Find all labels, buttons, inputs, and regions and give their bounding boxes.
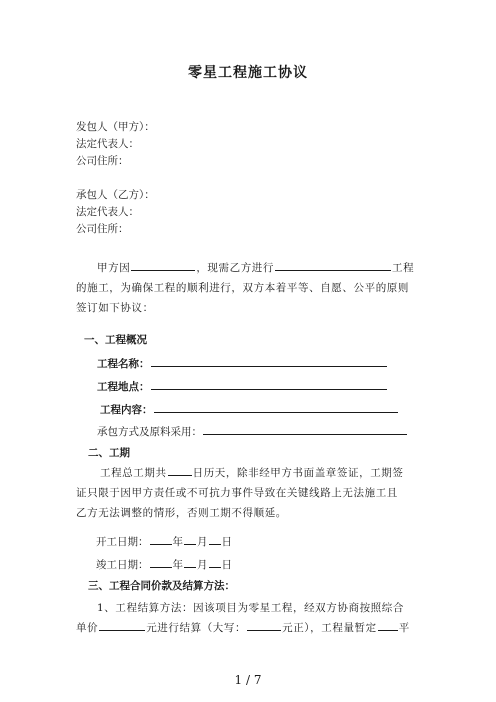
amount-in-words-blank xyxy=(247,619,281,631)
unit-price-blank xyxy=(99,619,145,631)
settlement-text-2d: 平 xyxy=(398,622,410,634)
page-number: 1 / 7 xyxy=(234,673,262,687)
end-year-unit: 年 xyxy=(172,559,183,571)
start-year-blank xyxy=(150,533,172,545)
contract-method-blank xyxy=(203,423,407,435)
preamble-text-1: 甲方因 xyxy=(97,262,131,274)
project-name-blank xyxy=(151,355,387,367)
quantity-blank xyxy=(378,619,398,631)
party-b-rep: 法定代表人： xyxy=(76,206,139,218)
start-date-label: 开工日期： xyxy=(96,536,149,548)
contract-method-row xyxy=(97,423,408,439)
preamble-text-4: 的施工，为确保工程的顺利进行，双方本着平等、自愿、公平的原则 xyxy=(76,282,409,294)
preamble-text-2: ，现需乙方进行 xyxy=(196,262,275,274)
project-location-blank xyxy=(151,378,387,390)
start-date-row xyxy=(96,533,232,549)
start-day-unit: 日 xyxy=(221,536,232,548)
settlement-paragraph xyxy=(76,598,421,638)
duration-paragraph xyxy=(76,463,421,523)
project-blank xyxy=(275,259,391,271)
document-title: 零星工程施工协议 xyxy=(188,65,308,81)
preamble-paragraph xyxy=(76,258,421,318)
end-date-label: 竣工日期： xyxy=(96,559,149,571)
project-name-label: 工程名称： xyxy=(97,358,150,370)
party-a-address: 公司住所： xyxy=(76,155,129,167)
project-content-row xyxy=(100,401,399,417)
duration-text-3: 证只限于因甲方责任或不可抗力事件导致在关键线路上无法施工且 xyxy=(76,487,398,499)
start-year-unit: 年 xyxy=(172,536,183,548)
section-3-heading: 三、工程合同价款及结算方法： xyxy=(88,580,235,592)
start-day-blank xyxy=(209,533,221,545)
start-month-blank xyxy=(184,533,196,545)
settlement-text-2b: 元进行结算（大写： xyxy=(146,622,247,634)
project-content-label: 工程内容： xyxy=(100,404,153,416)
settlement-text-1: 1、工程结算方法：因该项目为零星工程，经双方协商按照综合 xyxy=(97,602,404,614)
total-days-blank xyxy=(168,464,192,476)
party-b-label: 承包人（乙方）： xyxy=(76,189,155,201)
end-month-unit: 月 xyxy=(197,559,208,571)
duration-text-1: 工程总工期共 xyxy=(100,467,167,479)
end-date-row xyxy=(96,556,232,572)
party-b-address: 公司住所： xyxy=(76,223,129,235)
duration-text-2: 日历天，除非经甲方书面盖章签证，工期签 xyxy=(192,467,404,479)
section-2-heading: 二、工期 xyxy=(88,447,130,459)
preamble-text-5: 签订如下协议： xyxy=(76,302,154,314)
end-day-blank xyxy=(209,556,221,568)
reason-blank xyxy=(131,259,195,271)
start-month-unit: 月 xyxy=(197,536,208,548)
end-year-blank xyxy=(150,556,172,568)
contract-method-label: 承包方式及原料采用： xyxy=(97,426,202,438)
preamble-text-3: 工程 xyxy=(392,262,415,274)
project-content-blank xyxy=(154,401,398,413)
party-a-label: 发包人（甲方）： xyxy=(76,121,155,133)
end-month-blank xyxy=(184,556,196,568)
section-1-heading: 一、工程概况 xyxy=(84,334,147,346)
duration-text-4: 乙方无法调整的情形，否则工期不得顺延。 xyxy=(76,507,287,519)
project-location-row xyxy=(97,378,388,394)
settlement-text-2c: 元正），工程量暂定 xyxy=(282,622,377,634)
project-location-label: 工程地点： xyxy=(97,381,150,393)
project-name-row xyxy=(97,355,388,371)
party-a-rep: 法定代表人： xyxy=(76,138,139,150)
end-day-unit: 日 xyxy=(221,559,232,571)
settlement-text-2a: 单价 xyxy=(76,622,99,634)
